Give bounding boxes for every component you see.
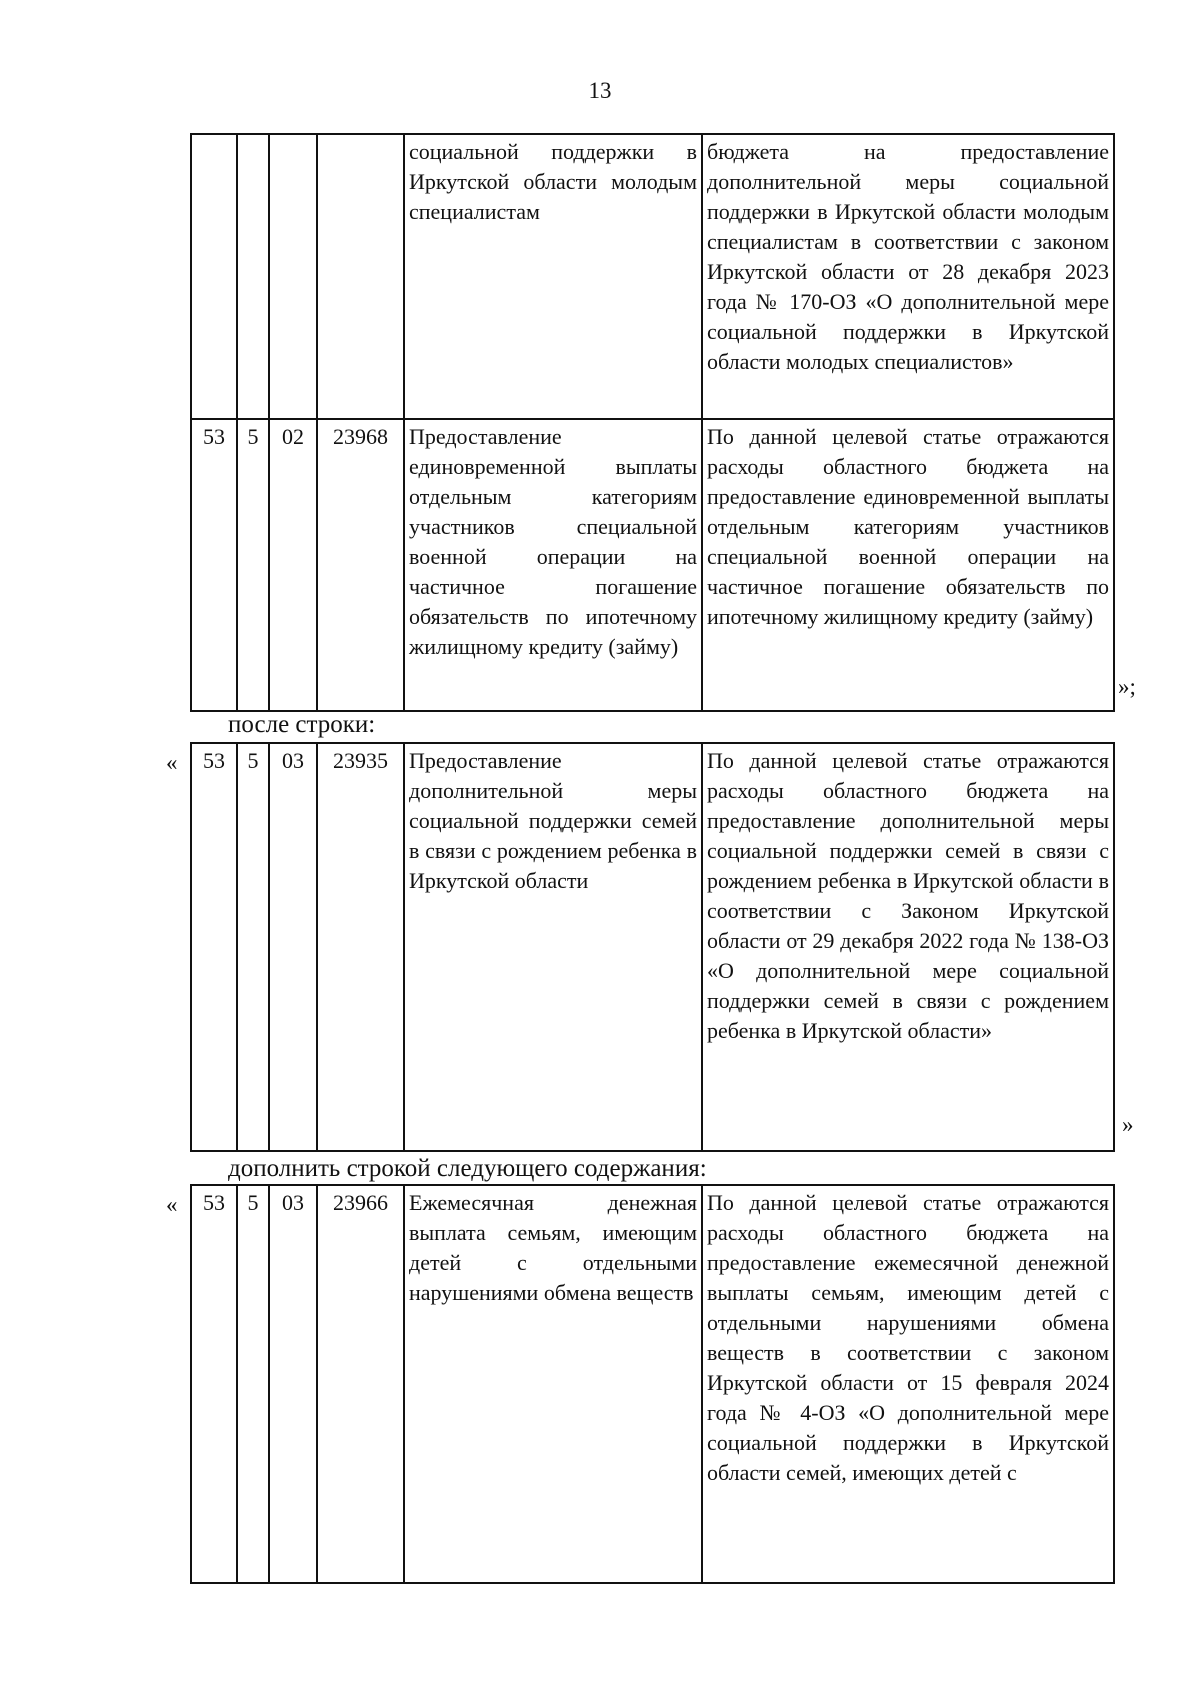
- item-description-cell: бюджета на предоставление дополнительной меры социальной поддержки в Иркутской области молодым специалистам в соответствии с законом Иркутской области от 28 декабря 2023 года № 170-ОЗ «О дополнительной мере социальной поддержки в Иркутской области молодых специалистов»: [702, 134, 1114, 419]
- item-name-cell: Предоставление единовременной выплаты отдельным категориям участников специальной военной операции на частичное погашение обязательств по ипотечному жилищному кредиту (займу): [404, 419, 702, 711]
- item-description-cell: По данной целевой статье отражаются расходы областного бюджета на предоставление ежемесячной денежной выплаты семьям, имеющим детей с отдельными нарушениями обмена веществ в соответствии с законом Иркутской области от 15 февраля 2024 года № 4-ОЗ «О дополнительной мере социальной поддержки в Иркутской области семей, имеющих детей с: [702, 1185, 1114, 1583]
- budget-table-2: [190, 742, 1115, 1152]
- code-subprogram-cell: 03: [269, 1185, 317, 1583]
- code-subprogram-cell: 03: [269, 743, 317, 1151]
- code-section-cell: 53: [191, 419, 237, 711]
- code-section-cell: [191, 134, 237, 419]
- code-program-cell: 5: [237, 1185, 269, 1583]
- code-direction-cell: 23935: [317, 743, 404, 1151]
- item-description-cell: По данной целевой статье отражаются расходы областного бюджета на предоставление дополнительной меры социальной поддержки семей в связи с рождением ребенка в Иркутской области в соответствии с Законом Иркутской области от 29 декабря 2022 года № 138-ОЗ «О дополнительной мере социальной поддержки семей в связи с рождением ребенка в Иркутской области»: [702, 743, 1114, 1151]
- instruction-after-row: после строки:: [228, 711, 376, 738]
- table-row: [191, 419, 1114, 711]
- code-section-cell: 53: [191, 743, 237, 1151]
- code-direction-cell: 23968: [317, 419, 404, 711]
- code-direction-cell: 23966: [317, 1185, 404, 1583]
- table-row: [191, 1185, 1114, 1583]
- closing-quote-mark: »;: [1118, 674, 1136, 699]
- closing-quote-mark: »: [1122, 1112, 1134, 1137]
- code-program-cell: [237, 134, 269, 419]
- budget-table-1: [190, 133, 1115, 712]
- code-program-cell: 5: [237, 419, 269, 711]
- code-section-cell: 53: [191, 1185, 237, 1583]
- code-subprogram-cell: 02: [269, 419, 317, 711]
- table-row: [191, 743, 1114, 1151]
- code-subprogram-cell: [269, 134, 317, 419]
- instruction-add-row: дополнить строкой следующего содержания:: [228, 1155, 707, 1182]
- item-description-cell: По данной целевой статье отражаются расходы областного бюджета на предоставление единовременной выплаты отдельным категориям участников специальной военной операции на частичное погашение обязательств по ипотечному жилищному кредиту (займу): [702, 419, 1114, 711]
- item-name-cell: Предоставление дополнительной меры социальной поддержки семей в связи с рождением ребенка в Иркутской области: [404, 743, 702, 1151]
- item-name-cell: Ежемесячная денежная выплата семьям, имеющим детей с отдельными нарушениями обмена веществ: [404, 1185, 702, 1583]
- item-name-cell: социальной поддержки в Иркутской области молодым специалистам: [404, 134, 702, 419]
- code-program-cell: 5: [237, 743, 269, 1151]
- code-direction-cell: [317, 134, 404, 419]
- table-row: [191, 134, 1114, 419]
- budget-table-3: [190, 1184, 1115, 1584]
- opening-quote-mark: «: [166, 750, 178, 775]
- page-number: 13: [588, 78, 612, 103]
- opening-quote-mark: «: [166, 1192, 178, 1217]
